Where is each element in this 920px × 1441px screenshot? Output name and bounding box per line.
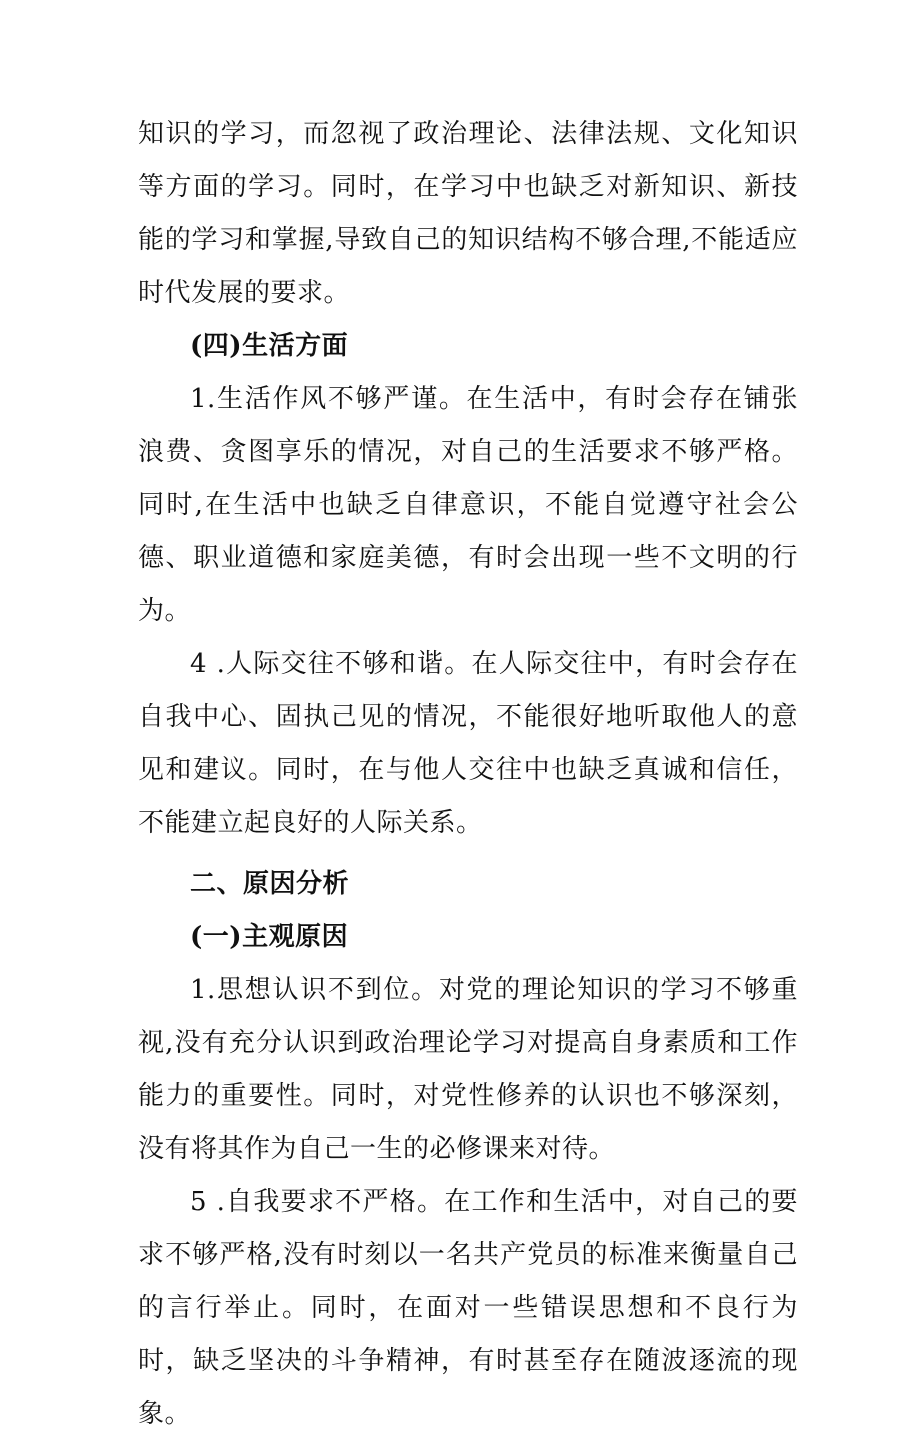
- paragraph-study-continued: 知识的学习，而忽视了政治理论、法律法规、文化知识等方面的学习。同时，在学习中也缺乏对新知识、新技能的学习和掌握,导致自己的知识结构不够合理,不能适应时代发展的要求。: [138, 119, 798, 308]
- document-body: [138, 108, 798, 1441]
- paragraph-life-style: 1.生活作风不够严谨。在生活中，有时会存在铺张浪费、贪图享乐的情况，对自己的生活要求不够严格。同时,在生活中也缺乏自律意识，不能自觉遵守社会公德、职业道德和家庭美德，有时会出现一些不文明的行为。: [138, 384, 798, 626]
- section-spacer: [138, 850, 798, 858]
- paragraph-interpersonal: 4 .人际交往不够和谐。在人际交往中，有时会存在自我中心、固执己见的情况，不能很好地听取他人的意见和建议。同时，在与他人交往中也缺乏真诚和信任，不能建立起良好的人际关系。: [138, 649, 798, 838]
- paragraph-ideology: 1.思想认识不到位。对党的理论知识的学习不够重视,没有充分认识到政治理论学习对提高自身素质和工作能力的重要性。同时，对党性修养的认识也不够深刻，没有将其作为自己一生的必修课来对待。: [138, 975, 798, 1164]
- paragraph-self-discipline: 5 .自我要求不严格。在工作和生活中，对自己的要求不够严格,没有时刻以一名共产党员的标准来衡量自己的言行举止。同时，在面对一些错误思想和不良行为时，缺乏坚决的斗争精神，有时甚至存在随波逐流的现象。: [138, 1187, 798, 1429]
- heading-subjective-causes: (一)主观原因: [190, 922, 349, 952]
- heading-cause-analysis: 二、原因分析: [190, 869, 350, 899]
- heading-life-aspect: (四)生活方面: [190, 331, 349, 361]
